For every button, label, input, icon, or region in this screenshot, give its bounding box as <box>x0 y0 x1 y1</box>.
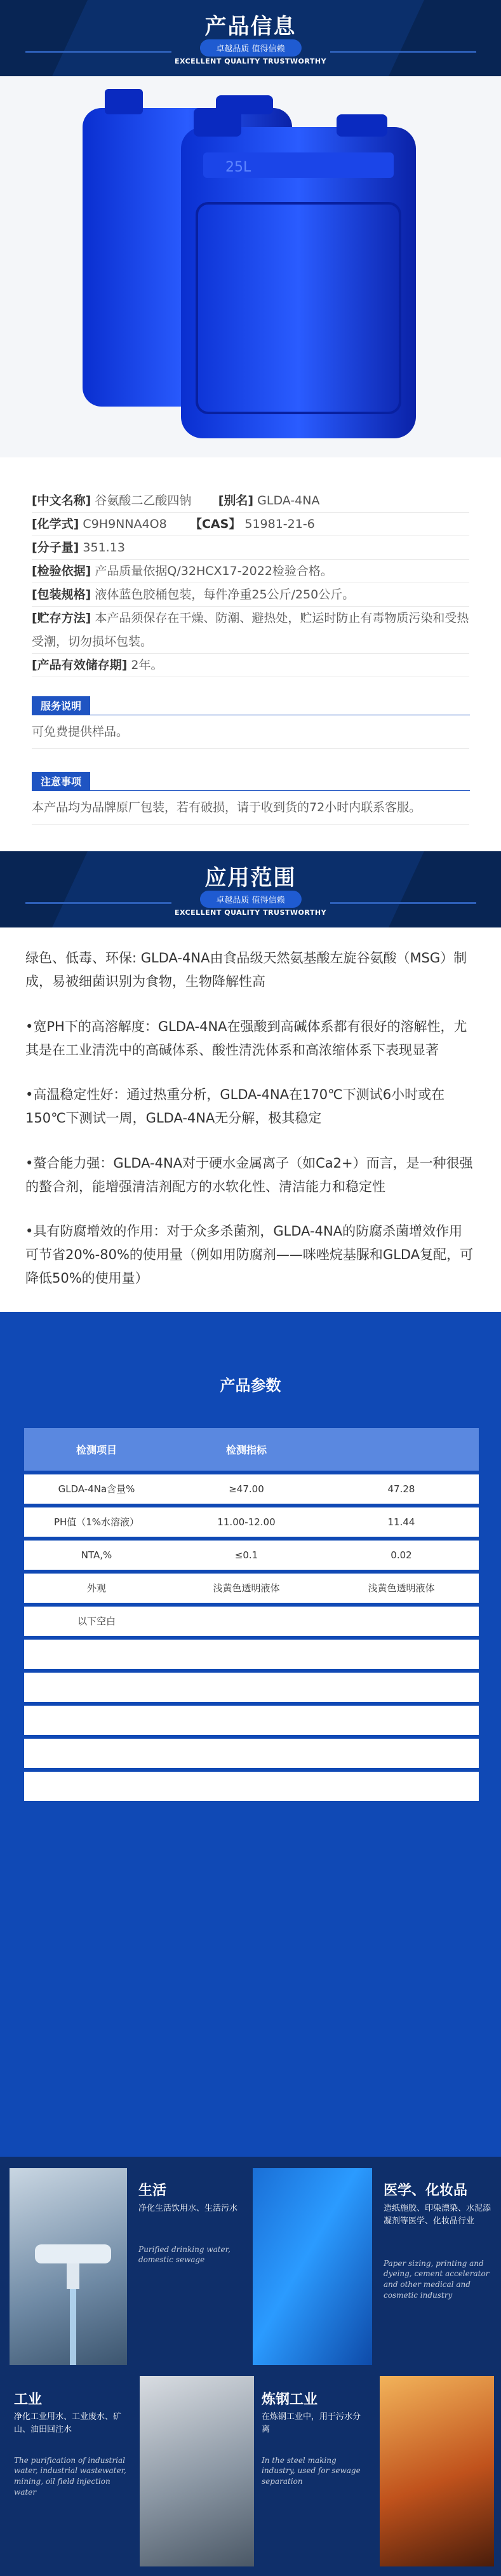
section-title: 应用范围 <box>204 865 297 891</box>
info-value: 液体蓝色胶桶包装，每件净重25公斤/250公斤。 <box>95 588 355 602</box>
table-row <box>24 1737 479 1770</box>
application-banner <box>0 851 501 927</box>
med-title: 医学、化妆品 <box>384 2182 468 2199</box>
info-key: [分子量] <box>32 541 79 555</box>
table-cell <box>324 1737 479 1770</box>
table-cell: 以下空白 <box>24 1605 169 1638</box>
table-cell: GLDA-4Na含量% <box>24 1473 169 1506</box>
table-cell: 浅黄色透明液体 <box>169 1572 324 1605</box>
info-key: [中文名称] <box>32 494 91 508</box>
info-row <box>32 536 469 560</box>
table-cell: 11.44 <box>324 1506 479 1539</box>
info-row <box>32 560 469 583</box>
info-row <box>32 583 469 607</box>
application-item: •具有防腐增效的作用：对于众多杀菌剂，GLDA-4NA的防腐杀菌增效作用可节省20%-80%的使用量（例如用防腐剂——咪唑烷基脲和GLDA复配，可降低50%的使用量） <box>25 1224 474 1286</box>
table-cell: 外观 <box>24 1572 169 1605</box>
table-row <box>24 1539 479 1572</box>
params-title: 产品参数 <box>220 1376 281 1394</box>
table-cell <box>169 1704 324 1737</box>
table-cell: ≤0.1 <box>169 1539 324 1572</box>
table-row <box>24 1671 479 1704</box>
steel-image <box>380 2376 494 2566</box>
info-key: 【CAS】 <box>189 517 241 532</box>
application-item: 绿色、低毒、环保: GLDA-4NA由食品级天然氨基酸左旋谷氨酸（MSG）制成，易被细菌识别为食物，生物降解性高 <box>25 950 467 990</box>
info-value: 2年。 <box>131 657 163 672</box>
application-item: •宽PH下的高溶解度：GLDA-4NA在强酸到高碱体系都有很好的溶解性，尤其是在工业清洗中的高碱体系、酸性清洗体系和高浓缩体系下表现显著 <box>25 1018 467 1058</box>
industry-text: 净化工业用水、工业废水、矿山、油田回注水 <box>14 2411 122 2434</box>
application-list <box>0 927 501 1290</box>
section-pill: 卓越品质 值得信赖 <box>199 39 301 57</box>
info-value: 本产品须保存在干燥、防潮、避热处，贮运时防止有毒物质污染和受热受潮，切勿损坏包装。 <box>32 611 469 649</box>
faucet-image <box>10 2168 127 2365</box>
table-cell <box>324 1704 479 1737</box>
table-row <box>24 1605 479 1638</box>
service-text: 可免费提供样品。 <box>32 722 469 749</box>
info-value: 351.13 <box>83 541 125 555</box>
table-cell <box>169 1638 324 1671</box>
info-key: [别名] <box>218 494 254 508</box>
med-script: Paper sizing, printing and dyeing, cement accelerator and other medical and cosmetic industry <box>384 2258 490 2300</box>
faucet-icon <box>10 2168 127 2365</box>
drum-label: 25L <box>225 159 251 175</box>
table-cell <box>169 1605 324 1638</box>
product-photo <box>0 76 501 457</box>
table-cell <box>169 1770 324 1803</box>
table-row <box>24 1704 479 1737</box>
section-subtitle: EXCELLENT QUALITY TRUSTWORTHY <box>174 57 327 65</box>
info-key: [产品有效储存期] <box>32 657 128 672</box>
notice-text: 本产品均为品牌原厂包装，若有破损，请于收到货的72小时内联系客服。 <box>32 797 469 825</box>
parameters-section <box>0 1312 501 2157</box>
table-row <box>24 1770 479 1803</box>
info-value: 产品质量依据Q/32HCX17-2022检验合格。 <box>95 564 333 579</box>
table-row <box>24 1506 479 1539</box>
drums-image <box>0 76 501 457</box>
table-cell <box>24 1770 169 1803</box>
table-cell: 47.28 <box>324 1473 479 1506</box>
banner-line <box>25 51 171 53</box>
table-cell <box>324 1638 479 1671</box>
table-cell <box>169 1737 324 1770</box>
application-gallery <box>0 2157 501 2576</box>
header-cell <box>324 1428 479 1473</box>
info-row <box>32 489 469 513</box>
section-subtitle: EXCELLENT QUALITY TRUSTWORTHY <box>174 908 327 917</box>
life-title: 生活 <box>138 2182 167 2199</box>
life-text: 净化生活饮用水、生活污水 <box>138 2203 238 2213</box>
info-value: 谷氨酸二乙酸四钠 <box>95 494 192 508</box>
table-row <box>24 1572 479 1605</box>
application-item: •高温稳定性好：通过热重分析，GLDA-4NA在170℃下测试6小时或在150℃下测试一周，GLDA-4NA无分解，极其稳定 <box>25 1087 445 1126</box>
steel-text: 在炼钢工业中，用于污水分离 <box>262 2411 361 2434</box>
header-cell: 检测指标 <box>169 1428 324 1473</box>
info-row <box>32 607 469 653</box>
section-title: 产品信息 <box>204 14 297 39</box>
sample-block <box>32 696 501 715</box>
table-cell: 11.00-12.00 <box>169 1506 324 1539</box>
banner-line <box>330 902 476 904</box>
banner-line <box>25 902 171 904</box>
header-cell: 检测项目 <box>24 1428 169 1473</box>
table-cell <box>169 1671 324 1704</box>
notice-block <box>32 772 501 791</box>
info-row <box>32 654 469 677</box>
table-cell <box>24 1671 169 1704</box>
steel-script: In the steel making industry, used for sewage separation <box>262 2455 361 2486</box>
med-text: 造纸施胶、印染漂染、水泥添凝剂等医学、化妆品行业 <box>384 2203 491 2226</box>
table-cell: 浅黄色透明液体 <box>324 1572 479 1605</box>
info-key: [贮存方法] <box>32 611 91 626</box>
params-table <box>24 1428 479 1805</box>
info-row <box>32 513 469 536</box>
application-item: •螯合能力强：GLDA-4NA对于硬水金属离子（如Ca2+）而言，是一种很强的螯合剂，能增强清洁剂配方的水软化性、清洁能力和稳定性 <box>25 1155 473 1194</box>
table-cell <box>24 1704 169 1737</box>
table-cell <box>324 1671 479 1704</box>
info-value: GLDA-4NA <box>257 494 320 508</box>
industry-script: The purification of industrial water, industrial wastewater, mining, oil field injection water <box>14 2455 126 2497</box>
tag-underline <box>32 790 470 791</box>
product-info <box>0 457 501 677</box>
service-tag: 服务说明 <box>32 696 90 715</box>
life-script: Purified drinking water, domestic sewage <box>138 2244 230 2265</box>
table-cell: PH值（1%水溶液） <box>24 1506 169 1539</box>
mining-image <box>140 2376 254 2566</box>
table-cell <box>24 1638 169 1671</box>
table-cell <box>324 1605 479 1638</box>
notice-tag: 注意事项 <box>32 772 90 790</box>
table-cell <box>324 1770 479 1803</box>
table-cell: ≥47.00 <box>169 1473 324 1506</box>
info-key: [包装规格] <box>32 588 91 602</box>
info-key: [检验依据] <box>32 564 91 579</box>
table-cell: 0.02 <box>324 1539 479 1572</box>
industry-title: 工业 <box>14 2391 43 2408</box>
banner-line <box>330 51 476 53</box>
steel-title: 炼钢工业 <box>262 2391 318 2408</box>
table-row <box>24 1473 479 1506</box>
table-cell: NTA,% <box>24 1539 169 1572</box>
product-info-banner <box>0 0 501 76</box>
fabric-image <box>253 2168 372 2365</box>
section-pill: 卓越品质 值得信赖 <box>199 891 301 908</box>
info-value: 51981-21-6 <box>244 517 315 532</box>
info-value: C9H9NNA4O8 <box>83 517 167 532</box>
table-cell <box>24 1737 169 1770</box>
table-header <box>24 1428 479 1473</box>
table-row <box>24 1638 479 1671</box>
info-key: [化学式] <box>32 517 79 532</box>
